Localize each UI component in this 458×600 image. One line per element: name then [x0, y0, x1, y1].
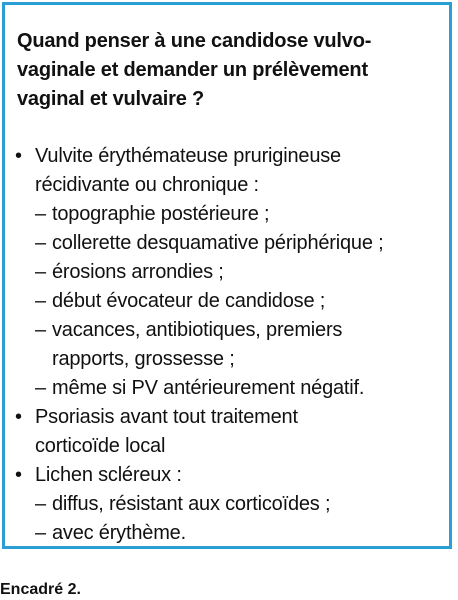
list-item-text: récidivante ou chronique :	[35, 174, 259, 196]
sub-list-item-text: même si PV antérieurement négatif.	[52, 377, 365, 399]
list-item-continuation	[15, 432, 445, 461]
list-item	[15, 461, 445, 490]
figure-caption: Encadré 2.	[0, 581, 81, 598]
sub-list-item	[15, 287, 445, 316]
list-item-text: corticoïde local	[35, 435, 166, 457]
sub-list-item	[15, 374, 445, 403]
dash-mark: –	[35, 377, 46, 399]
bullet-mark: •	[15, 464, 22, 486]
sub-list-item-text: vacances, antibiotiques, premiers	[52, 319, 343, 341]
sub-list-item-text: rapports, grossesse ;	[52, 348, 235, 370]
box-list	[15, 142, 445, 548]
box-title	[17, 27, 437, 114]
sub-list-item-continuation	[15, 345, 445, 374]
title-line: vaginal et vulvaire ?	[17, 88, 204, 110]
sub-list-item-text: érosions arrondies ;	[52, 261, 224, 283]
sub-list-item-text: avec érythème.	[52, 522, 186, 544]
bullet-mark: •	[15, 145, 22, 167]
list-item-continuation	[15, 171, 445, 200]
list-item-text: Psoriasis avant tout traitement	[35, 406, 298, 428]
sub-list-item-text: début évocateur de candidose ;	[52, 290, 326, 312]
title-line: vaginale et demander un prélèvement	[17, 59, 368, 81]
sub-list-item	[15, 519, 445, 548]
dash-mark: –	[35, 290, 46, 312]
dash-mark: –	[35, 319, 46, 341]
sub-list-item-text: topographie postérieure ;	[52, 203, 270, 225]
list-item	[15, 142, 445, 171]
sub-list-item	[15, 258, 445, 287]
dash-mark: –	[35, 203, 46, 225]
sub-list-item	[15, 229, 445, 258]
sub-list-item	[15, 200, 445, 229]
dash-mark: –	[35, 522, 46, 544]
info-box	[2, 2, 452, 549]
bullet-mark: •	[15, 406, 22, 428]
title-line: Quand penser à une candidose vulvo-	[17, 30, 372, 52]
sub-list-item	[15, 316, 445, 345]
sub-list-item	[15, 490, 445, 519]
list-item-text: Lichen scléreux :	[35, 464, 182, 486]
sub-list-item-text: diffus, résistant aux corticoïdes ;	[52, 493, 331, 515]
sub-list-item-text: collerette desquamative périphérique ;	[52, 232, 384, 254]
list-item-text: Vulvite érythémateuse prurigineuse	[35, 145, 341, 167]
dash-mark: –	[35, 232, 46, 254]
list-item	[15, 403, 445, 432]
dash-mark: –	[35, 261, 46, 283]
dash-mark: –	[35, 493, 46, 515]
